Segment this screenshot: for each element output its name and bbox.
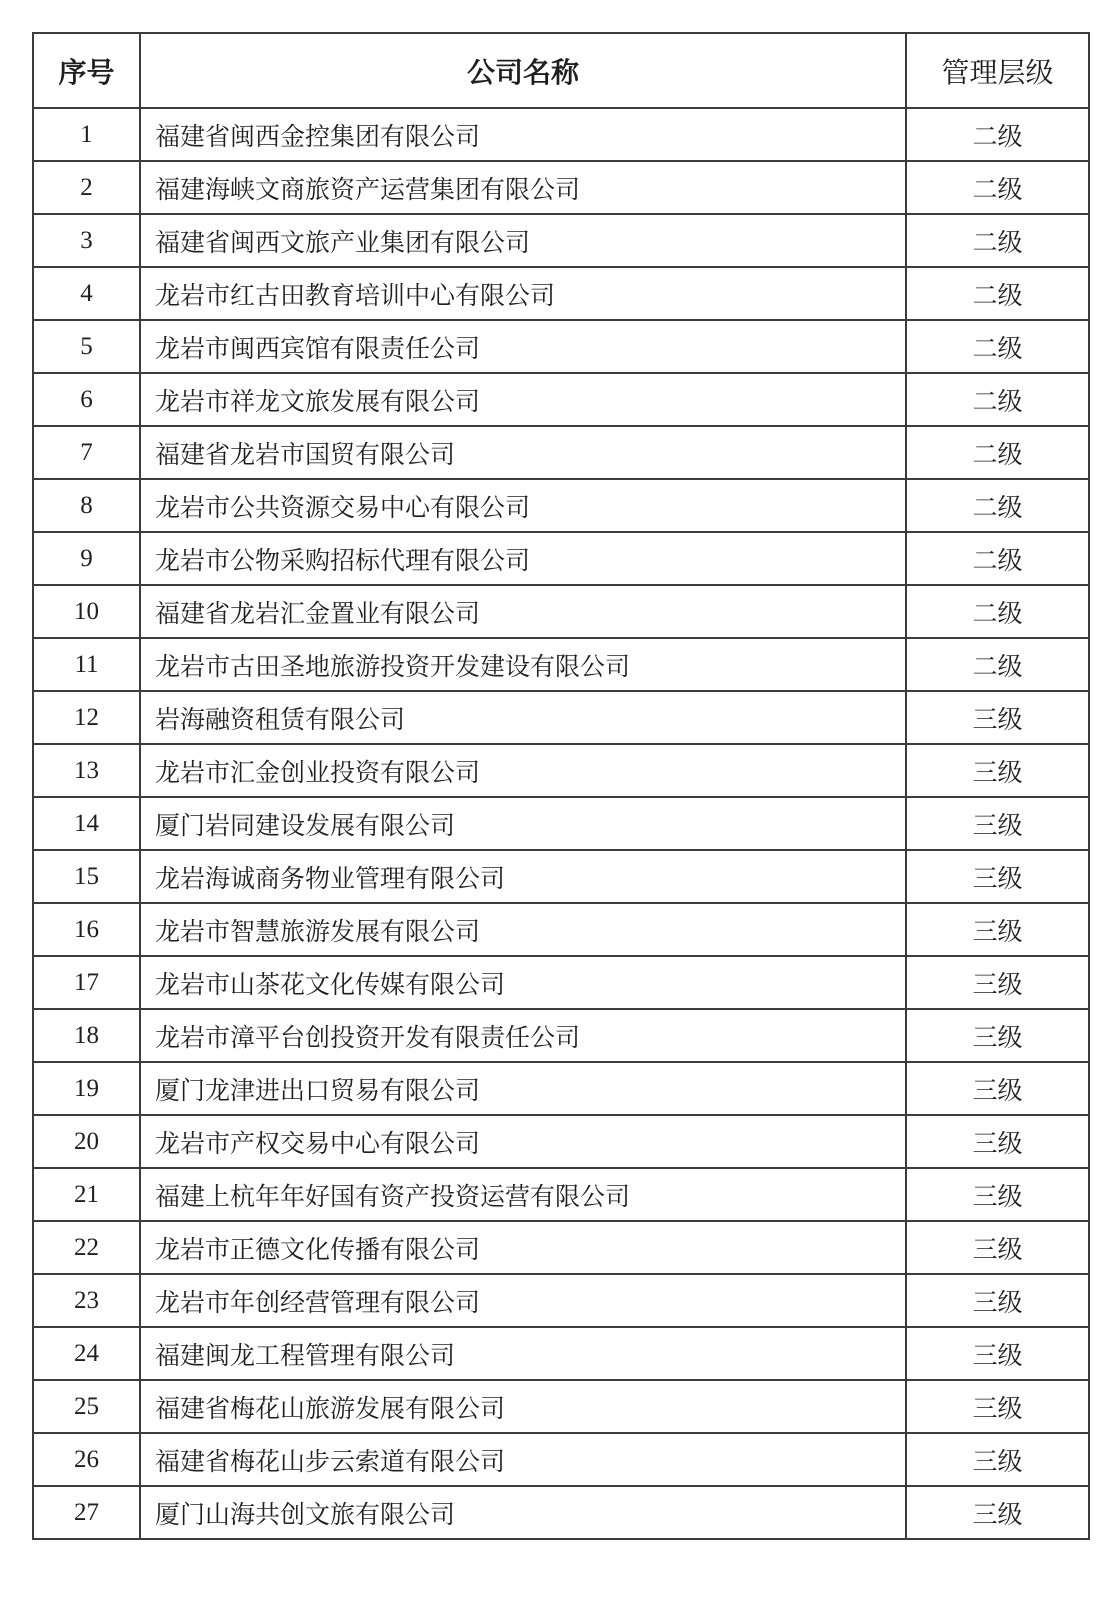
row-index-cell: 27 bbox=[33, 1486, 140, 1539]
management-level-cell: 二级 bbox=[906, 214, 1089, 267]
management-level-cell: 三级 bbox=[906, 1433, 1089, 1486]
management-level-cell: 三级 bbox=[906, 1062, 1089, 1115]
table-row bbox=[33, 320, 1089, 373]
company-name-cell: 厦门岩同建设发展有限公司 bbox=[140, 797, 906, 850]
management-level-cell: 三级 bbox=[906, 1115, 1089, 1168]
table-row bbox=[33, 161, 1089, 214]
table-row bbox=[33, 1433, 1089, 1486]
company-name-cell: 龙岩市汇金创业投资有限公司 bbox=[140, 744, 906, 797]
table-row bbox=[33, 479, 1089, 532]
company-name-cell: 岩海融资租赁有限公司 bbox=[140, 691, 906, 744]
company-table bbox=[32, 32, 1090, 1540]
management-level-cell: 二级 bbox=[906, 479, 1089, 532]
management-level-cell: 二级 bbox=[906, 108, 1089, 161]
table-row bbox=[33, 1327, 1089, 1380]
header-management-level: 管理层级 bbox=[906, 33, 1089, 108]
row-index-cell: 20 bbox=[33, 1115, 140, 1168]
company-name-cell: 龙岩市产权交易中心有限公司 bbox=[140, 1115, 906, 1168]
management-level-cell: 三级 bbox=[906, 1486, 1089, 1539]
row-index-cell: 8 bbox=[33, 479, 140, 532]
table-row bbox=[33, 267, 1089, 320]
management-level-cell: 二级 bbox=[906, 585, 1089, 638]
row-index-cell: 5 bbox=[33, 320, 140, 373]
row-index-cell: 9 bbox=[33, 532, 140, 585]
table-row bbox=[33, 956, 1089, 1009]
company-name-cell: 福建省闽西金控集团有限公司 bbox=[140, 108, 906, 161]
row-index-cell: 13 bbox=[33, 744, 140, 797]
table-row bbox=[33, 1115, 1089, 1168]
company-name-cell: 龙岩市正德文化传播有限公司 bbox=[140, 1221, 906, 1274]
management-level-cell: 三级 bbox=[906, 1221, 1089, 1274]
management-level-cell: 三级 bbox=[906, 691, 1089, 744]
management-level-cell: 三级 bbox=[906, 1009, 1089, 1062]
row-index-cell: 7 bbox=[33, 426, 140, 479]
company-name-cell: 厦门龙津进出口贸易有限公司 bbox=[140, 1062, 906, 1115]
management-level-cell: 三级 bbox=[906, 744, 1089, 797]
management-level-cell: 三级 bbox=[906, 956, 1089, 1009]
company-name-cell: 福建海峡文商旅资产运营集团有限公司 bbox=[140, 161, 906, 214]
company-name-cell: 龙岩市红古田教育培训中心有限公司 bbox=[140, 267, 906, 320]
company-name-cell: 龙岩市公共资源交易中心有限公司 bbox=[140, 479, 906, 532]
table-row bbox=[33, 903, 1089, 956]
row-index-cell: 6 bbox=[33, 373, 140, 426]
row-index-cell: 26 bbox=[33, 1433, 140, 1486]
company-name-cell: 龙岩市漳平台创投资开发有限责任公司 bbox=[140, 1009, 906, 1062]
row-index-cell: 12 bbox=[33, 691, 140, 744]
management-level-cell: 二级 bbox=[906, 161, 1089, 214]
row-index-cell: 4 bbox=[33, 267, 140, 320]
table-row bbox=[33, 1274, 1089, 1327]
table-row bbox=[33, 1486, 1089, 1539]
row-index-cell: 14 bbox=[33, 797, 140, 850]
management-level-cell: 三级 bbox=[906, 850, 1089, 903]
company-name-cell: 龙岩市古田圣地旅游投资开发建设有限公司 bbox=[140, 638, 906, 691]
row-index-cell: 1 bbox=[33, 108, 140, 161]
management-level-cell: 二级 bbox=[906, 267, 1089, 320]
company-name-cell: 龙岩市公物采购招标代理有限公司 bbox=[140, 532, 906, 585]
table-row bbox=[33, 744, 1089, 797]
table-row bbox=[33, 1062, 1089, 1115]
table-row bbox=[33, 850, 1089, 903]
management-level-cell: 二级 bbox=[906, 373, 1089, 426]
row-index-cell: 19 bbox=[33, 1062, 140, 1115]
row-index-cell: 11 bbox=[33, 638, 140, 691]
company-name-cell: 龙岩市年创经营管理有限公司 bbox=[140, 1274, 906, 1327]
row-index-cell: 23 bbox=[33, 1274, 140, 1327]
table-row bbox=[33, 585, 1089, 638]
row-index-cell: 21 bbox=[33, 1168, 140, 1221]
header-row bbox=[33, 33, 1089, 108]
management-level-cell: 二级 bbox=[906, 320, 1089, 373]
company-name-cell: 福建省梅花山步云索道有限公司 bbox=[140, 1433, 906, 1486]
table-body bbox=[33, 108, 1089, 1539]
row-index-cell: 10 bbox=[33, 585, 140, 638]
company-name-cell: 龙岩市祥龙文旅发展有限公司 bbox=[140, 373, 906, 426]
company-name-cell: 龙岩市闽西宾馆有限责任公司 bbox=[140, 320, 906, 373]
company-name-cell: 龙岩市山茶花文化传媒有限公司 bbox=[140, 956, 906, 1009]
company-name-cell: 福建上杭年年好国有资产投资运营有限公司 bbox=[140, 1168, 906, 1221]
company-name-cell: 福建省龙岩市国贸有限公司 bbox=[140, 426, 906, 479]
row-index-cell: 15 bbox=[33, 850, 140, 903]
table-row bbox=[33, 691, 1089, 744]
management-level-cell: 二级 bbox=[906, 638, 1089, 691]
table-row bbox=[33, 426, 1089, 479]
row-index-cell: 3 bbox=[33, 214, 140, 267]
row-index-cell: 24 bbox=[33, 1327, 140, 1380]
table-row bbox=[33, 1221, 1089, 1274]
table-row bbox=[33, 1009, 1089, 1062]
company-name-cell: 龙岩市智慧旅游发展有限公司 bbox=[140, 903, 906, 956]
management-level-cell: 三级 bbox=[906, 797, 1089, 850]
company-name-cell: 福建省梅花山旅游发展有限公司 bbox=[140, 1380, 906, 1433]
management-level-cell: 二级 bbox=[906, 426, 1089, 479]
row-index-cell: 25 bbox=[33, 1380, 140, 1433]
company-name-cell: 福建省闽西文旅产业集团有限公司 bbox=[140, 214, 906, 267]
row-index-cell: 2 bbox=[33, 161, 140, 214]
row-index-cell: 17 bbox=[33, 956, 140, 1009]
table-row bbox=[33, 1168, 1089, 1221]
table-row bbox=[33, 532, 1089, 585]
company-name-cell: 厦门山海共创文旅有限公司 bbox=[140, 1486, 906, 1539]
table-row bbox=[33, 373, 1089, 426]
management-level-cell: 三级 bbox=[906, 1327, 1089, 1380]
table-row bbox=[33, 108, 1089, 161]
company-name-cell: 福建省龙岩汇金置业有限公司 bbox=[140, 585, 906, 638]
management-level-cell: 三级 bbox=[906, 1380, 1089, 1433]
header-index: 序号 bbox=[33, 33, 140, 108]
management-level-cell: 三级 bbox=[906, 903, 1089, 956]
table-row bbox=[33, 214, 1089, 267]
row-index-cell: 16 bbox=[33, 903, 140, 956]
company-name-cell: 福建闽龙工程管理有限公司 bbox=[140, 1327, 906, 1380]
table-row bbox=[33, 797, 1089, 850]
table-row bbox=[33, 1380, 1089, 1433]
management-level-cell: 三级 bbox=[906, 1168, 1089, 1221]
header-company-name: 公司名称 bbox=[140, 33, 906, 108]
management-level-cell: 三级 bbox=[906, 1274, 1089, 1327]
table-row bbox=[33, 638, 1089, 691]
management-level-cell: 二级 bbox=[906, 532, 1089, 585]
row-index-cell: 22 bbox=[33, 1221, 140, 1274]
row-index-cell: 18 bbox=[33, 1009, 140, 1062]
company-name-cell: 龙岩海诚商务物业管理有限公司 bbox=[140, 850, 906, 903]
